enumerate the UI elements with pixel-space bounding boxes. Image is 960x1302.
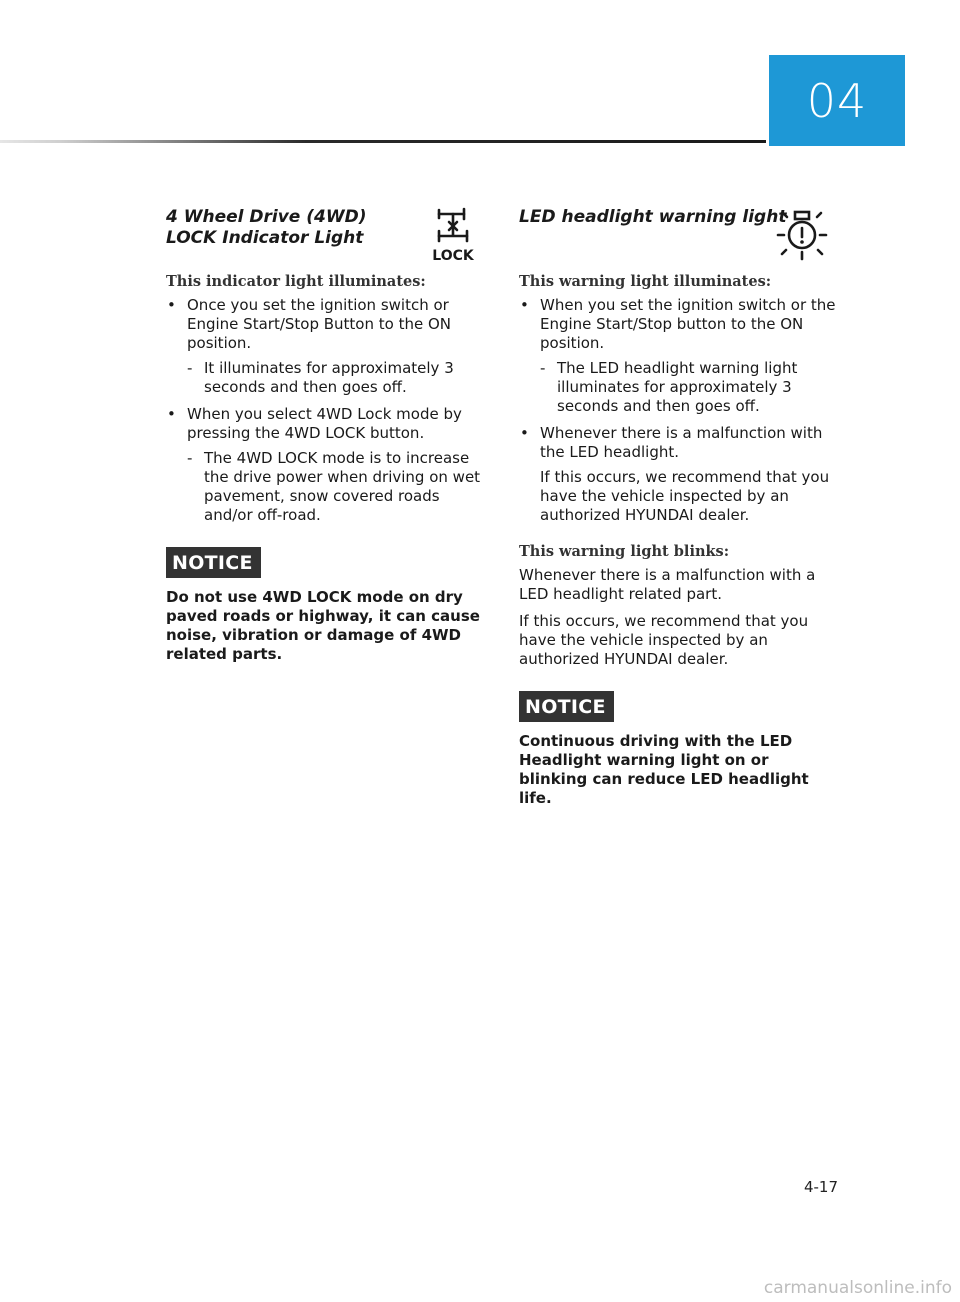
4wd-lock-icon-label: LOCK <box>432 248 474 263</box>
bullet-text: When you select 4WD Lock mode by pressing the 4WD LOCK button. <box>187 405 462 442</box>
right-bullet-list <box>519 296 837 525</box>
chapter-tab: 04 <box>769 55 905 146</box>
left-bullet-list <box>166 296 484 525</box>
sub-item-text: The 4WD LOCK mode is to increase the drive power when driving on wet pavement, snow covered roads and/or off-road. <box>204 449 481 524</box>
lead-illuminates: This warning light illuminates: <box>519 273 772 290</box>
bullet-text: Whenever there is a malfunction with the LED headlight. <box>540 424 823 461</box>
left-column <box>166 205 484 664</box>
right-column <box>519 205 837 808</box>
bullet-text: Once you set the ignition switch or Engine Start/Stop Button to the ON position. <box>187 296 451 352</box>
bullet-glyph: • <box>520 296 529 314</box>
sub-item <box>540 359 837 416</box>
lead-illuminates: This indicator light illuminates: <box>166 273 426 290</box>
dash-glyph: - <box>187 359 193 377</box>
list-item <box>519 296 837 416</box>
bullet-paragraph: If this occurs, we recommend that you have the vehicle inspected by an authorized HYUNDAI dealer. <box>540 468 830 524</box>
bullet-text: When you set the ignition switch or the Engine Start/Stop button to the ON position. <box>540 296 836 352</box>
right-section-header <box>519 205 837 269</box>
sub-item-text: The LED headlight warning light illuminates for approximately 3 seconds and then goes off. <box>557 359 798 415</box>
header-rule <box>0 140 766 143</box>
left-section-header <box>166 205 484 269</box>
paragraph: Whenever there is a malfunction with a LED headlight related part. <box>519 566 816 603</box>
list-item <box>519 424 837 525</box>
notice-badge: NOTICE <box>519 691 614 722</box>
sub-item-text: It illuminates for approximately 3 seconds and then goes off. <box>204 359 454 396</box>
list-item <box>166 296 484 397</box>
4wd-lock-icon <box>428 205 478 267</box>
paragraph: If this occurs, we recommend that you have the vehicle inspected by an authorized HYUNDAI dealer. <box>519 612 809 668</box>
notice-box-led <box>519 691 837 808</box>
watermark: carmanualsonline.info <box>763 1278 952 1298</box>
bullet-glyph: • <box>520 424 529 442</box>
sub-item <box>187 359 484 397</box>
notice-text: Continuous driving with the LED Headlight warning light on or blinking can reduce LED headlight life. <box>519 732 809 807</box>
notice-text: Do not use 4WD LOCK mode on dry paved roads or highway, it can cause noise, vibration or damage of 4WD related parts. <box>166 588 480 663</box>
bullet-glyph: • <box>167 405 176 423</box>
list-item <box>166 405 484 525</box>
dash-glyph: - <box>187 449 193 467</box>
notice-badge: NOTICE <box>166 547 261 578</box>
dash-glyph: - <box>540 359 546 377</box>
bullet-glyph: • <box>167 296 176 314</box>
page-number: 4-17 <box>803 1178 838 1196</box>
notice-box-4wd <box>166 547 484 664</box>
lead-blinks: This warning light blinks: <box>519 543 730 560</box>
section-title-4wd-lock: 4 Wheel Drive (4WD) LOCK Indicator Light <box>166 207 367 248</box>
section-title-led-headlight: LED headlight warning light <box>519 207 787 227</box>
led-headlight-warning-icon <box>773 205 831 267</box>
sub-item <box>187 449 484 525</box>
